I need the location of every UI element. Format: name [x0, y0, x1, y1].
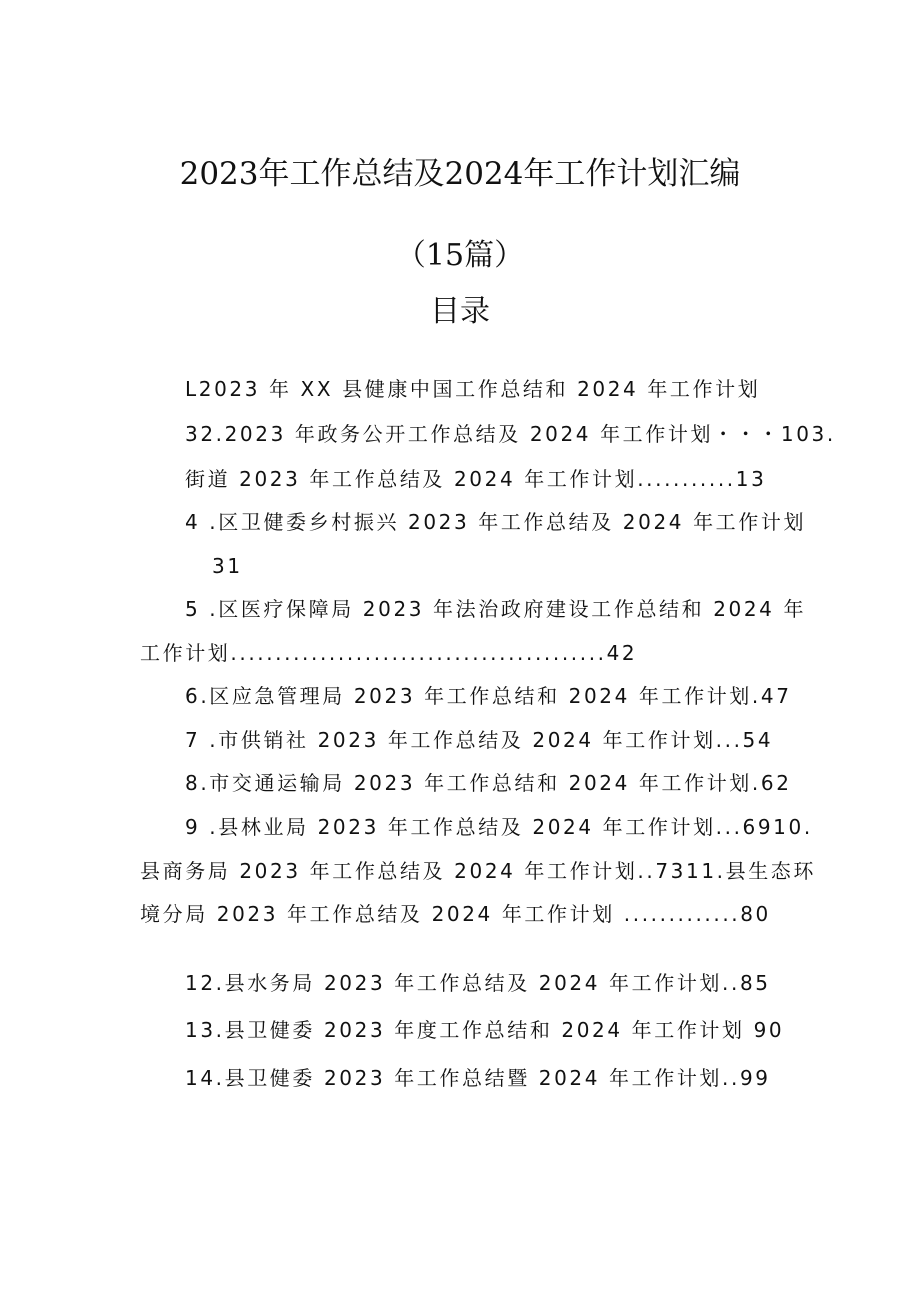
toc-line: 12.县水务局 2023 年工作总结及 2024 年工作计划..85	[185, 971, 771, 995]
toc-line: 9 .县林业局 2023 年工作总结及 2024 年工作计划...6910.	[185, 815, 813, 839]
toc-line: 境分局 2023 年工作总结及 2024 年工作计划 .............80	[140, 902, 771, 926]
document-title: 2023年工作总结及2024年工作计划汇编	[179, 156, 741, 192]
toc-line: 4 .区卫健委乡村振兴 2023 年工作总结及 2024 年工作计划	[185, 510, 807, 534]
toc-heading: 目录	[430, 294, 490, 329]
toc-line: 31	[212, 554, 243, 578]
toc-line: 县商务局 2023 年工作总结及 2024 年工作计划..7311.县生态环	[140, 859, 816, 883]
toc-line: 街道 2023 年工作总结及 2024 年工作计划...........13	[185, 467, 767, 491]
toc-line: 5 .区医疗保障局 2023 年法治政府建设工作总结和 2024 年	[185, 597, 807, 621]
toc-line: 14.县卫健委 2023 年工作总结暨 2024 年工作计划..99	[185, 1066, 771, 1090]
document-subtitle: （15篇）	[395, 238, 525, 273]
toc-line: 32.2023 年政务公开工作总结及 2024 年工作计划・・・103.	[185, 422, 836, 446]
toc-line: 工作计划..........................................42	[140, 641, 638, 665]
toc-line: 13.县卫健委 2023 年度工作总结和 2024 年工作计划 90	[185, 1018, 785, 1042]
toc-line: L2023 年 XX 县健康中国工作总结和 2024 年工作计划	[185, 377, 761, 401]
toc-line: 8.市交通运输局 2023 年工作总结和 2024 年工作计划.62	[185, 771, 792, 795]
toc-line: 7 .市供销社 2023 年工作总结及 2024 年工作计划...54	[185, 728, 774, 752]
toc-line: 6.区应急管理局 2023 年工作总结和 2024 年工作计划.47	[185, 684, 792, 708]
